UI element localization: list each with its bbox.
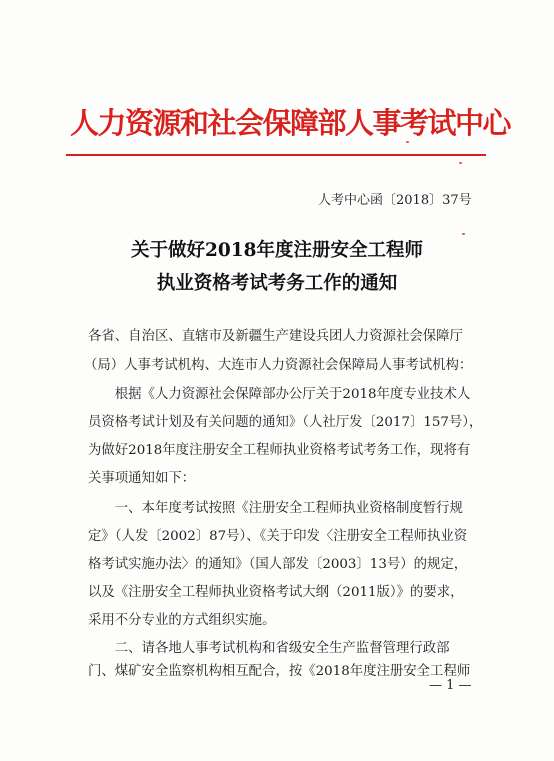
body-line: 根据《人力资源社会保障部办公厅关于2018年度专业技术人: [88, 387, 471, 402]
body-line: 关事项通知如下：: [88, 471, 196, 486]
document-number: 人考中心函〔2018〕37号: [318, 193, 472, 208]
notice-title-line-1: 关于做好2018年度注册安全工程师: [131, 240, 423, 261]
body-line: 为做好2018年度注册安全工程师执业资格考试考务工作，现将有: [88, 443, 471, 458]
body-line: 各省、自治区、直辖市及新疆生产建设兵团人力资源社会保障厅: [88, 329, 463, 344]
body-line: 采用不分专业的方式组织实施。: [88, 613, 276, 628]
body-line: 二、请各地人事考试机构和省级安全生产监督管理行政部: [88, 641, 450, 656]
body-line: 以及《注册安全工程师执业资格考试大纲（2011版）》的要求，: [88, 585, 464, 600]
body-line: 定》（人发〔2002〕87号）、《关于印发〈注册安全工程师执业资: [88, 529, 468, 544]
body-line: 员资格考试计划及有关问题的通知》（人社厅发〔2017〕157号），: [88, 415, 483, 430]
org-letterhead-title: 人力资源和社会保障部人事考试中心: [70, 106, 511, 140]
notice-title-line-2: 执业资格考试考务工作的通知: [156, 273, 398, 294]
body-line: （局）人事考试机构、大连市人力资源社会保障局人事考试机构：: [84, 358, 473, 373]
letterhead-red-rule: [66, 154, 486, 156]
red-speck: [406, 141, 409, 143]
body-line: 格考试实施办法〉的通知》（国人部发〔2003〕13号）的规定，: [88, 557, 468, 572]
body-line: 门、煤矿安全监察机构相互配合，按《2018年度注册安全工程师: [88, 664, 471, 679]
red-speck: [462, 233, 465, 235]
page-number: — 1 —: [429, 678, 472, 693]
red-speck: [459, 162, 462, 164]
body-line: 一、本年度考试按照《注册安全工程师执业资格制度暂行规: [88, 501, 463, 516]
